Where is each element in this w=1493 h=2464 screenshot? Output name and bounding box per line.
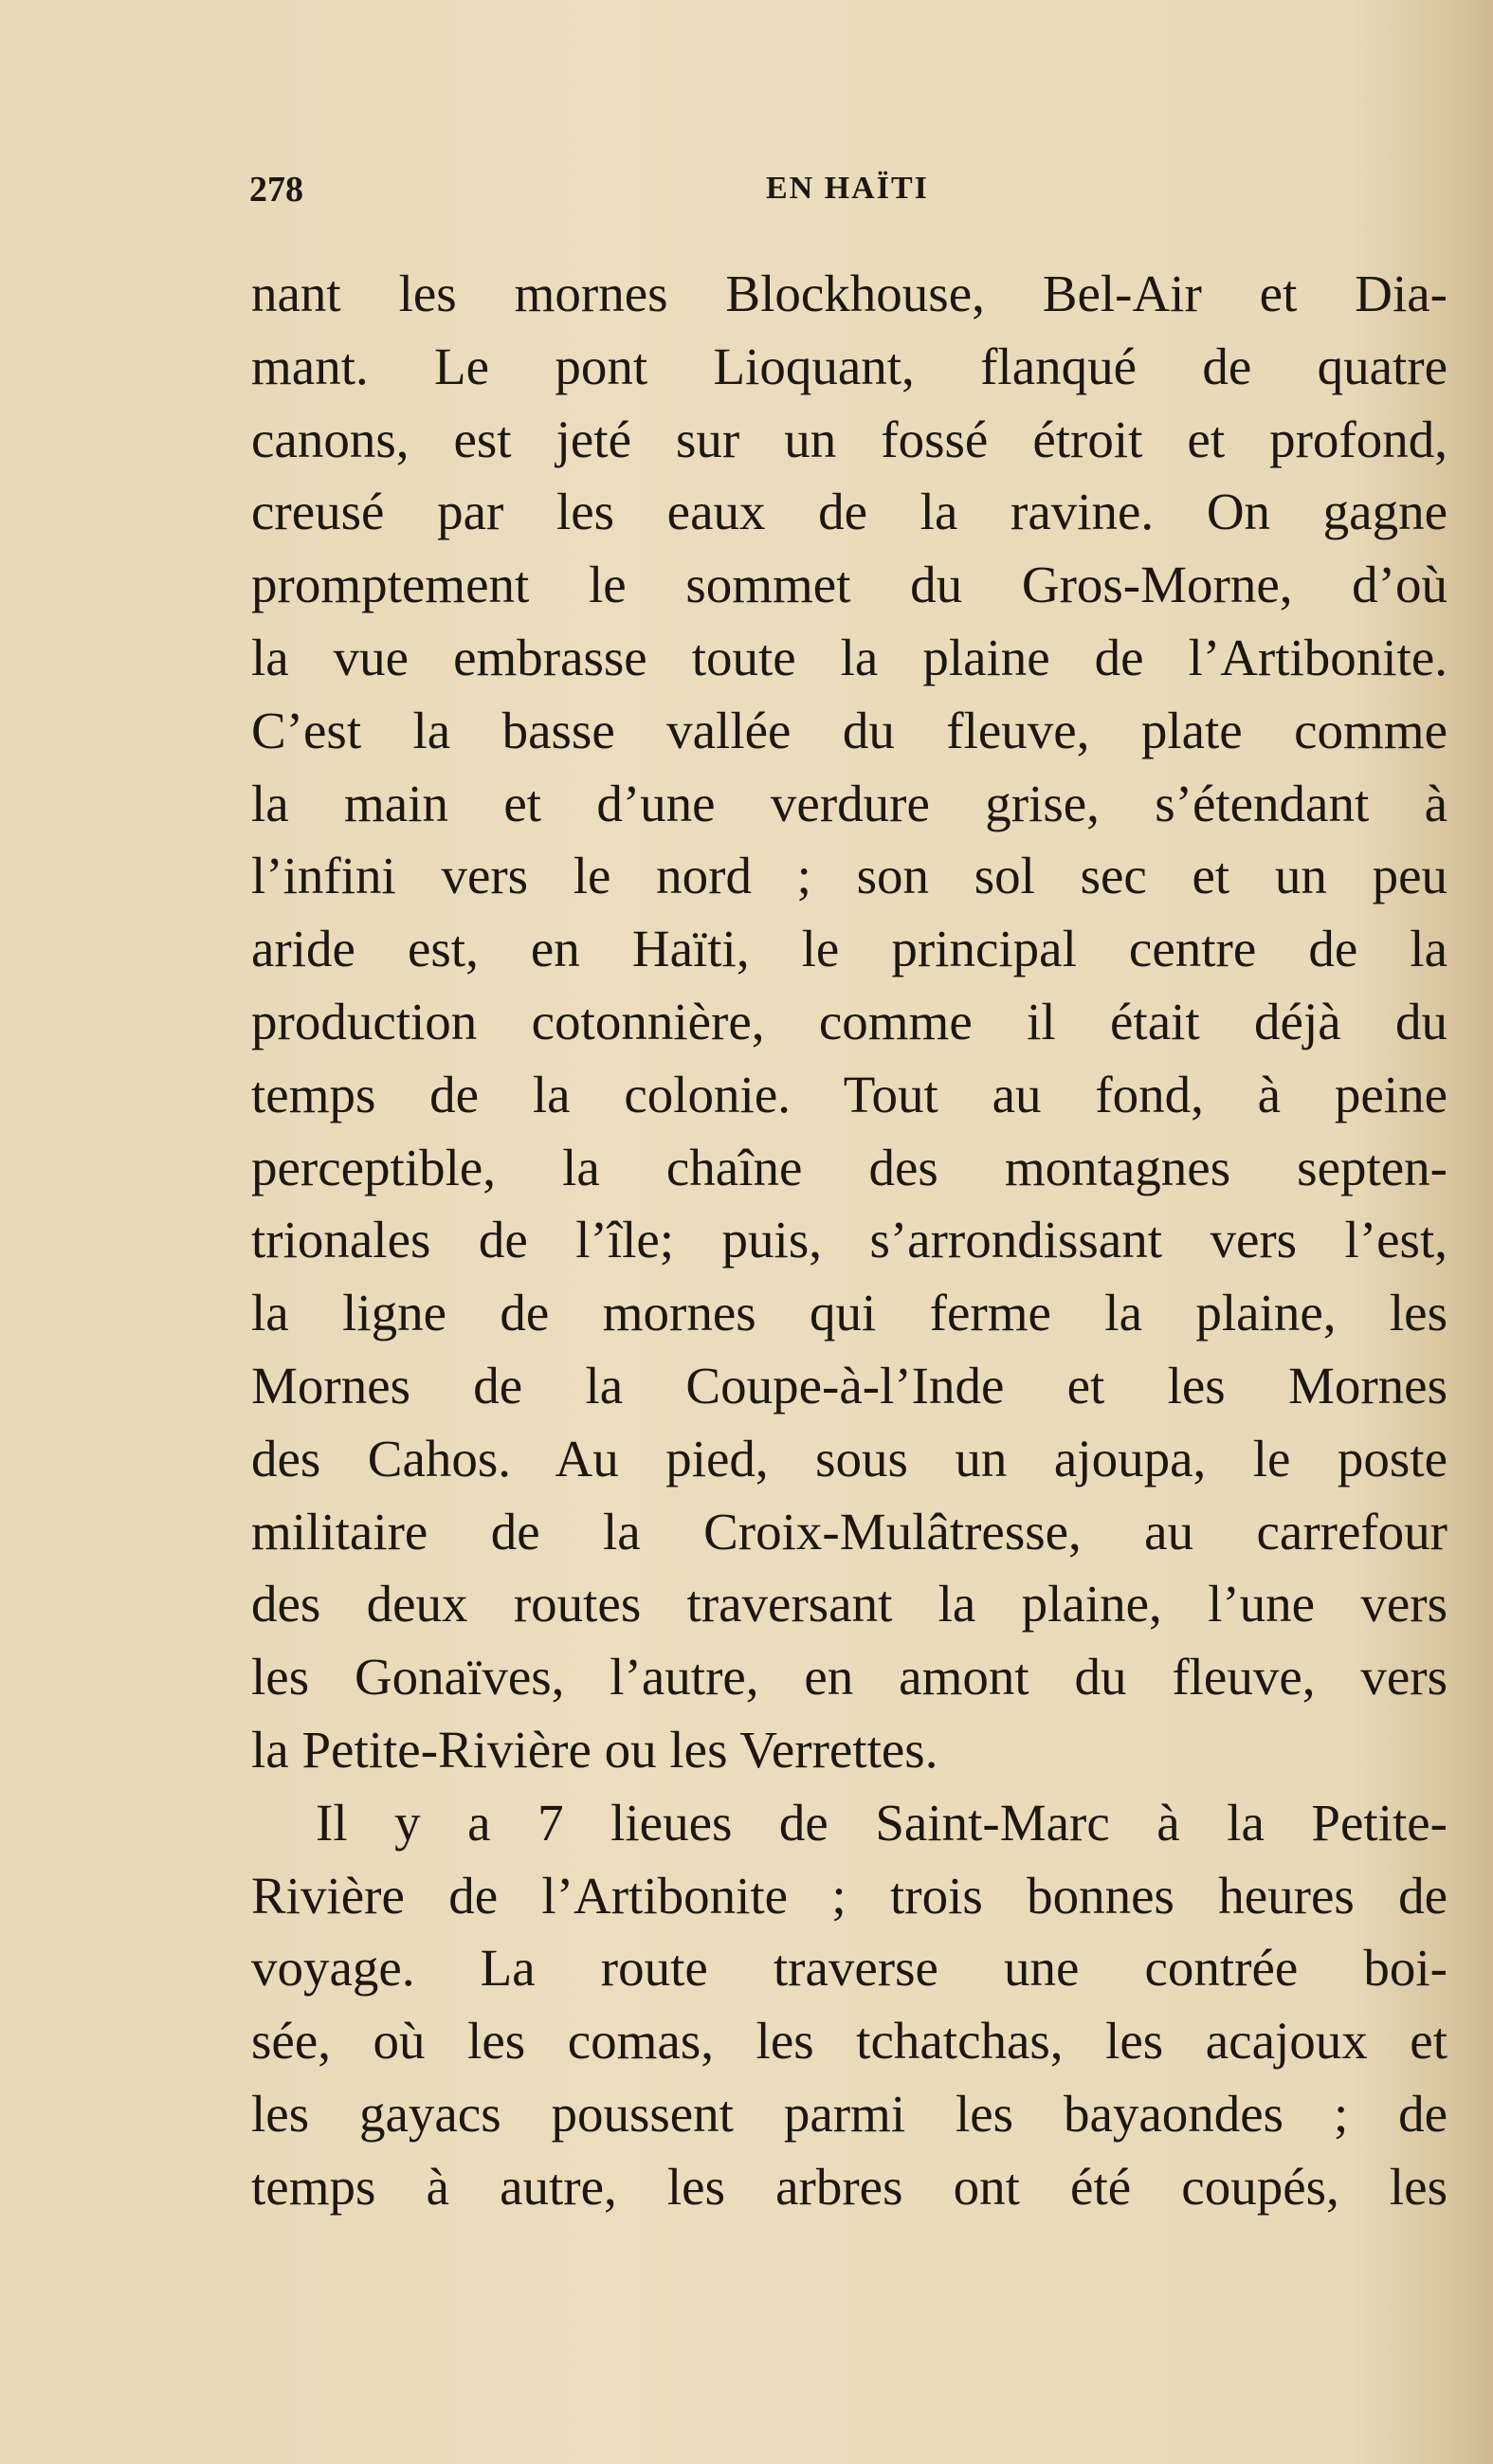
text-line: la vue embrasse toute la plaine de l’Artibonite. [251, 628, 1447, 686]
text-line: mant. Le pont Lioquant, flanqué de quatre [251, 337, 1447, 395]
text-line: Mornes de la Coupe-à-l’Inde et les Mornes [251, 1356, 1447, 1415]
text-line: creusé par les eaux de la ravine. On gagne [251, 483, 1447, 541]
text-line: la ligne de mornes qui ferme la plaine, les [251, 1284, 1447, 1342]
text-line: production cotonnière, comme il était déjà du [251, 992, 1447, 1050]
paragraph [251, 1787, 1447, 2224]
body-text [251, 258, 1447, 2224]
text-line: des deux routes traversant la plaine, l’une vers [251, 1575, 1447, 1634]
text-line: l’infini vers le nord ; son sol sec et un peu [251, 847, 1447, 905]
text-line: perceptible, la chaîne des montagnes septen- [251, 1138, 1447, 1196]
text-line: aride est, en Haïti, le principal centre de la [251, 920, 1447, 978]
running-head: EN HAÏTI [766, 171, 929, 206]
text-line: les gayacs poussent parmi les bayaondes ; de [251, 2084, 1447, 2143]
text-line: temps de la colonie. Tout au fond, à peine [251, 1065, 1447, 1123]
text-line: la main et d’une verdure grise, s’étendant à [251, 774, 1447, 832]
text-line: militaire de la Croix-Mulâtresse, au carrefour [251, 1502, 1447, 1561]
text-line: Il y a 7 lieues de Saint-Marc à la Petite- [316, 1793, 1447, 1852]
page-number: 278 [249, 170, 303, 210]
text-line: des Cahos. Au pied, sous un ajoupa, le poste [251, 1429, 1447, 1488]
text-line: canons, est jeté sur un fossé étroit et profond, [251, 410, 1447, 468]
text-line: trionales de l’île; puis, s’arrondissant vers l’est, [251, 1211, 1447, 1269]
text-line: nant les mornes Blockhouse, Bel-Air et Dia- [251, 265, 1447, 322]
text-line: sée, où les comas, les tchatchas, les acajoux et [251, 2012, 1447, 2071]
text-line: Rivière de l’Artibonite ; trois bonnes heures de [251, 1866, 1447, 1925]
text-line: C’est la basse vallée du fleuve, plate comme [251, 701, 1447, 759]
text-line: promptement le sommet du Gros-Morne, d’où [251, 556, 1447, 614]
text-line: temps à autre, les arbres ont été coupés, les [251, 2157, 1447, 2216]
paragraph [251, 258, 1447, 1787]
text-line: les Gonaïves, l’autre, en amont du fleuve, vers [251, 1648, 1447, 1707]
text-line: la Petite-Rivière ou les Verrettes. [251, 1720, 938, 1779]
text-line: voyage. La route traverse une contrée boi- [251, 1939, 1447, 1998]
